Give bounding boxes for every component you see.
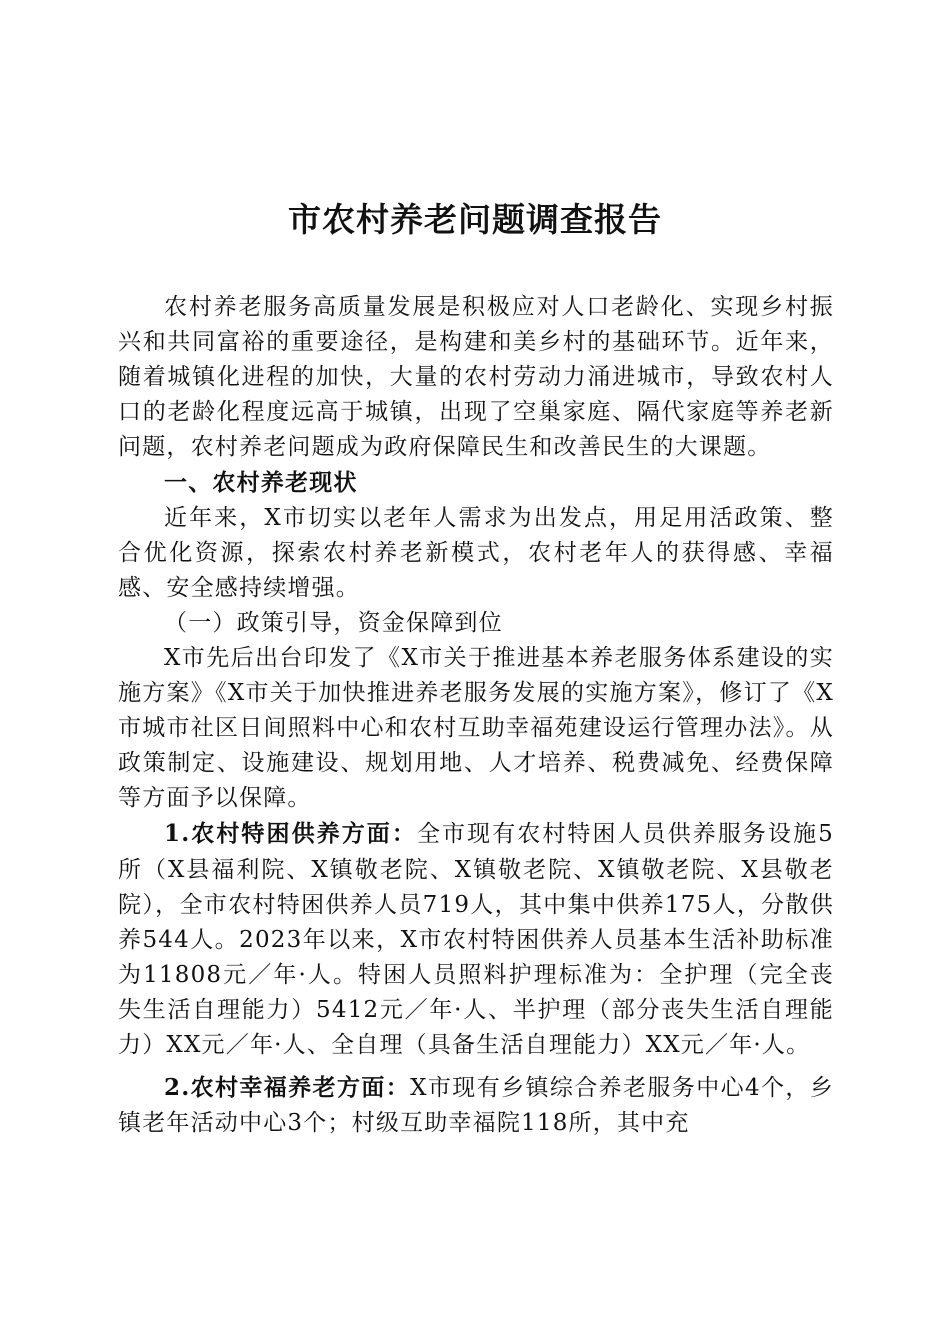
document-title: 市农村养老问题调查报告 — [288, 200, 662, 239]
policy-paragraph: X市先后出台印发了《X市关于推进基本养老服务体系建设的实施方案》《X市关于加快推进养老服务发展的实施方案》，修订了《X市城市社区日间照料中心和农村互助幸福苑建设运行管理办法》。从政策制定、设施建设、规划用地、人才培养、税费减免、经费保障等方面予以保障。 — [118, 644, 834, 812]
special-support-text: 全市现有农村特困人员供养服务设施5所（X县福利院、X镇敬老院、X镇敬老院、X镇敬老院、X县敬老院），全市农村特困供养人员719人，其中集中供养175人，分散供养544人。2023年以来，X市农村特困供养人员基本生活补助标准为11808元／年·人。特困人员照料护理标准为：全护理（完全丧失生活自理能力）5412元／年·人、半护理（部分丧失生活自理能力）XX元／年·人、全自理（具备生活自理能力）XX元／年·人。 — [118, 821, 834, 1058]
intro-paragraph: 农村养老服务高质量发展是积极应对人口老龄化、实现乡村振兴和共同富裕的重要途径，是构建和美乡村的基础环节。近年来，随着城镇化进程的加快，大量的农村劳动力涌进城市，导致农村人口的老龄化程度远高于城镇，出现了空巢家庭、隔代家庭等养老新问题，农村养老问题成为政府保障民生和改善民生的大课题。 — [118, 294, 834, 461]
section-heading: 一、农村养老现状 — [164, 469, 358, 497]
happy-elderly-text: X市现有乡镇综合养老服务中心4个，乡镇老年活动中心3个；村级互助幸福院118所，其中充 — [118, 1075, 835, 1137]
happy-elderly-paragraph — [118, 1070, 834, 1141]
special-support-paragraph — [118, 816, 834, 1063]
happy-elderly-label: 2.农村幸福养老方面： — [164, 1074, 411, 1102]
document-body — [118, 290, 834, 1141]
subsection-heading: （一）政策引导，资金保障到位 — [164, 609, 503, 636]
section-intro-paragraph: 近年来，X市切实以老年人需求为出发点，用足用活政策、整合优化资源，探索农村养老新模式，农村老年人的获得感、幸福感、安全感持续增强。 — [118, 504, 834, 601]
special-support-label: 1.农村特困供养方面： — [164, 820, 417, 848]
